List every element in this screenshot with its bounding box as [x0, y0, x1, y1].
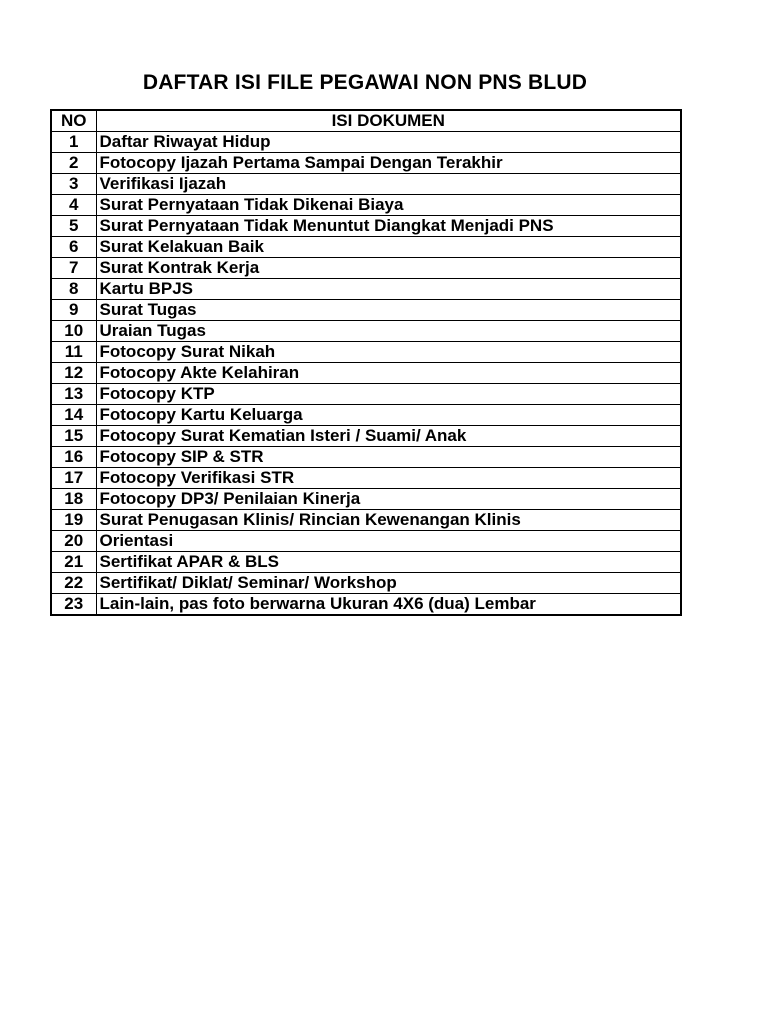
row-number: 22	[51, 573, 96, 594]
row-number: 7	[51, 258, 96, 279]
row-number: 19	[51, 510, 96, 531]
column-header-document: ISI DOKUMEN	[96, 110, 681, 132]
row-number: 17	[51, 468, 96, 489]
row-document: Surat Penugasan Klinis/ Rincian Kewenangan Klinis	[96, 510, 681, 531]
row-document: Fotocopy Verifikasi STR	[96, 468, 681, 489]
table-row	[51, 363, 681, 384]
row-number: 15	[51, 426, 96, 447]
table-row	[51, 594, 681, 616]
row-document: Fotocopy DP3/ Penilaian Kinerja	[96, 489, 681, 510]
row-document: Fotocopy Kartu Keluarga	[96, 405, 681, 426]
table-row	[51, 279, 681, 300]
table-row	[51, 447, 681, 468]
row-number: 20	[51, 531, 96, 552]
table-row	[51, 300, 681, 321]
row-number: 13	[51, 384, 96, 405]
table-row	[51, 426, 681, 447]
table-body	[51, 132, 681, 616]
row-number: 1	[51, 132, 96, 153]
row-document: Verifikasi Ijazah	[96, 174, 681, 195]
column-header-no: NO	[51, 110, 96, 132]
row-number: 2	[51, 153, 96, 174]
row-number: 10	[51, 321, 96, 342]
table-row	[51, 132, 681, 153]
table-row	[51, 153, 681, 174]
row-number: 8	[51, 279, 96, 300]
table-row	[51, 216, 681, 237]
row-number: 4	[51, 195, 96, 216]
table-row	[51, 342, 681, 363]
row-document: Fotocopy Surat Kematian Isteri / Suami/ Anak	[96, 426, 681, 447]
table-row	[51, 489, 681, 510]
row-document: Surat Pernyataan Tidak Menuntut Diangkat Menjadi PNS	[96, 216, 681, 237]
row-number: 16	[51, 447, 96, 468]
row-document: Surat Kontrak Kerja	[96, 258, 681, 279]
row-number: 3	[51, 174, 96, 195]
row-number: 21	[51, 552, 96, 573]
document-table	[50, 109, 682, 616]
table-row	[51, 258, 681, 279]
row-document: Fotocopy Akte Kelahiran	[96, 363, 681, 384]
table-row	[51, 510, 681, 531]
row-number: 6	[51, 237, 96, 258]
table-row	[51, 468, 681, 489]
row-document: Fotocopy Surat Nikah	[96, 342, 681, 363]
table-row	[51, 321, 681, 342]
table-row	[51, 195, 681, 216]
row-document: Daftar Riwayat Hidup	[96, 132, 681, 153]
table-row	[51, 405, 681, 426]
row-document: Sertifikat/ Diklat/ Seminar/ Workshop	[96, 573, 681, 594]
row-document: Fotocopy KTP	[96, 384, 681, 405]
row-document: Sertifikat APAR & BLS	[96, 552, 681, 573]
row-number: 11	[51, 342, 96, 363]
row-document: Fotocopy SIP & STR	[96, 447, 681, 468]
table-header-row	[51, 110, 681, 132]
table-row	[51, 384, 681, 405]
row-document: Kartu BPJS	[96, 279, 681, 300]
table-row	[51, 237, 681, 258]
row-document: Surat Pernyataan Tidak Dikenai Biaya	[96, 195, 681, 216]
row-number: 5	[51, 216, 96, 237]
row-document: Lain-lain, pas foto berwarna Ukuran 4X6 (dua) Lembar	[96, 594, 681, 616]
row-number: 23	[51, 594, 96, 616]
row-document: Surat Kelakuan Baik	[96, 237, 681, 258]
row-document: Uraian Tugas	[96, 321, 681, 342]
row-document: Orientasi	[96, 531, 681, 552]
row-number: 9	[51, 300, 96, 321]
document-title: DAFTAR ISI FILE PEGAWAI NON PNS BLUD	[142, 71, 588, 94]
table-row	[51, 531, 681, 552]
table-row	[51, 552, 681, 573]
row-document: Fotocopy Ijazah Pertama Sampai Dengan Terakhir	[96, 153, 681, 174]
row-number: 18	[51, 489, 96, 510]
row-number: 12	[51, 363, 96, 384]
row-number: 14	[51, 405, 96, 426]
table-row	[51, 174, 681, 195]
table-row	[51, 573, 681, 594]
row-document: Surat Tugas	[96, 300, 681, 321]
